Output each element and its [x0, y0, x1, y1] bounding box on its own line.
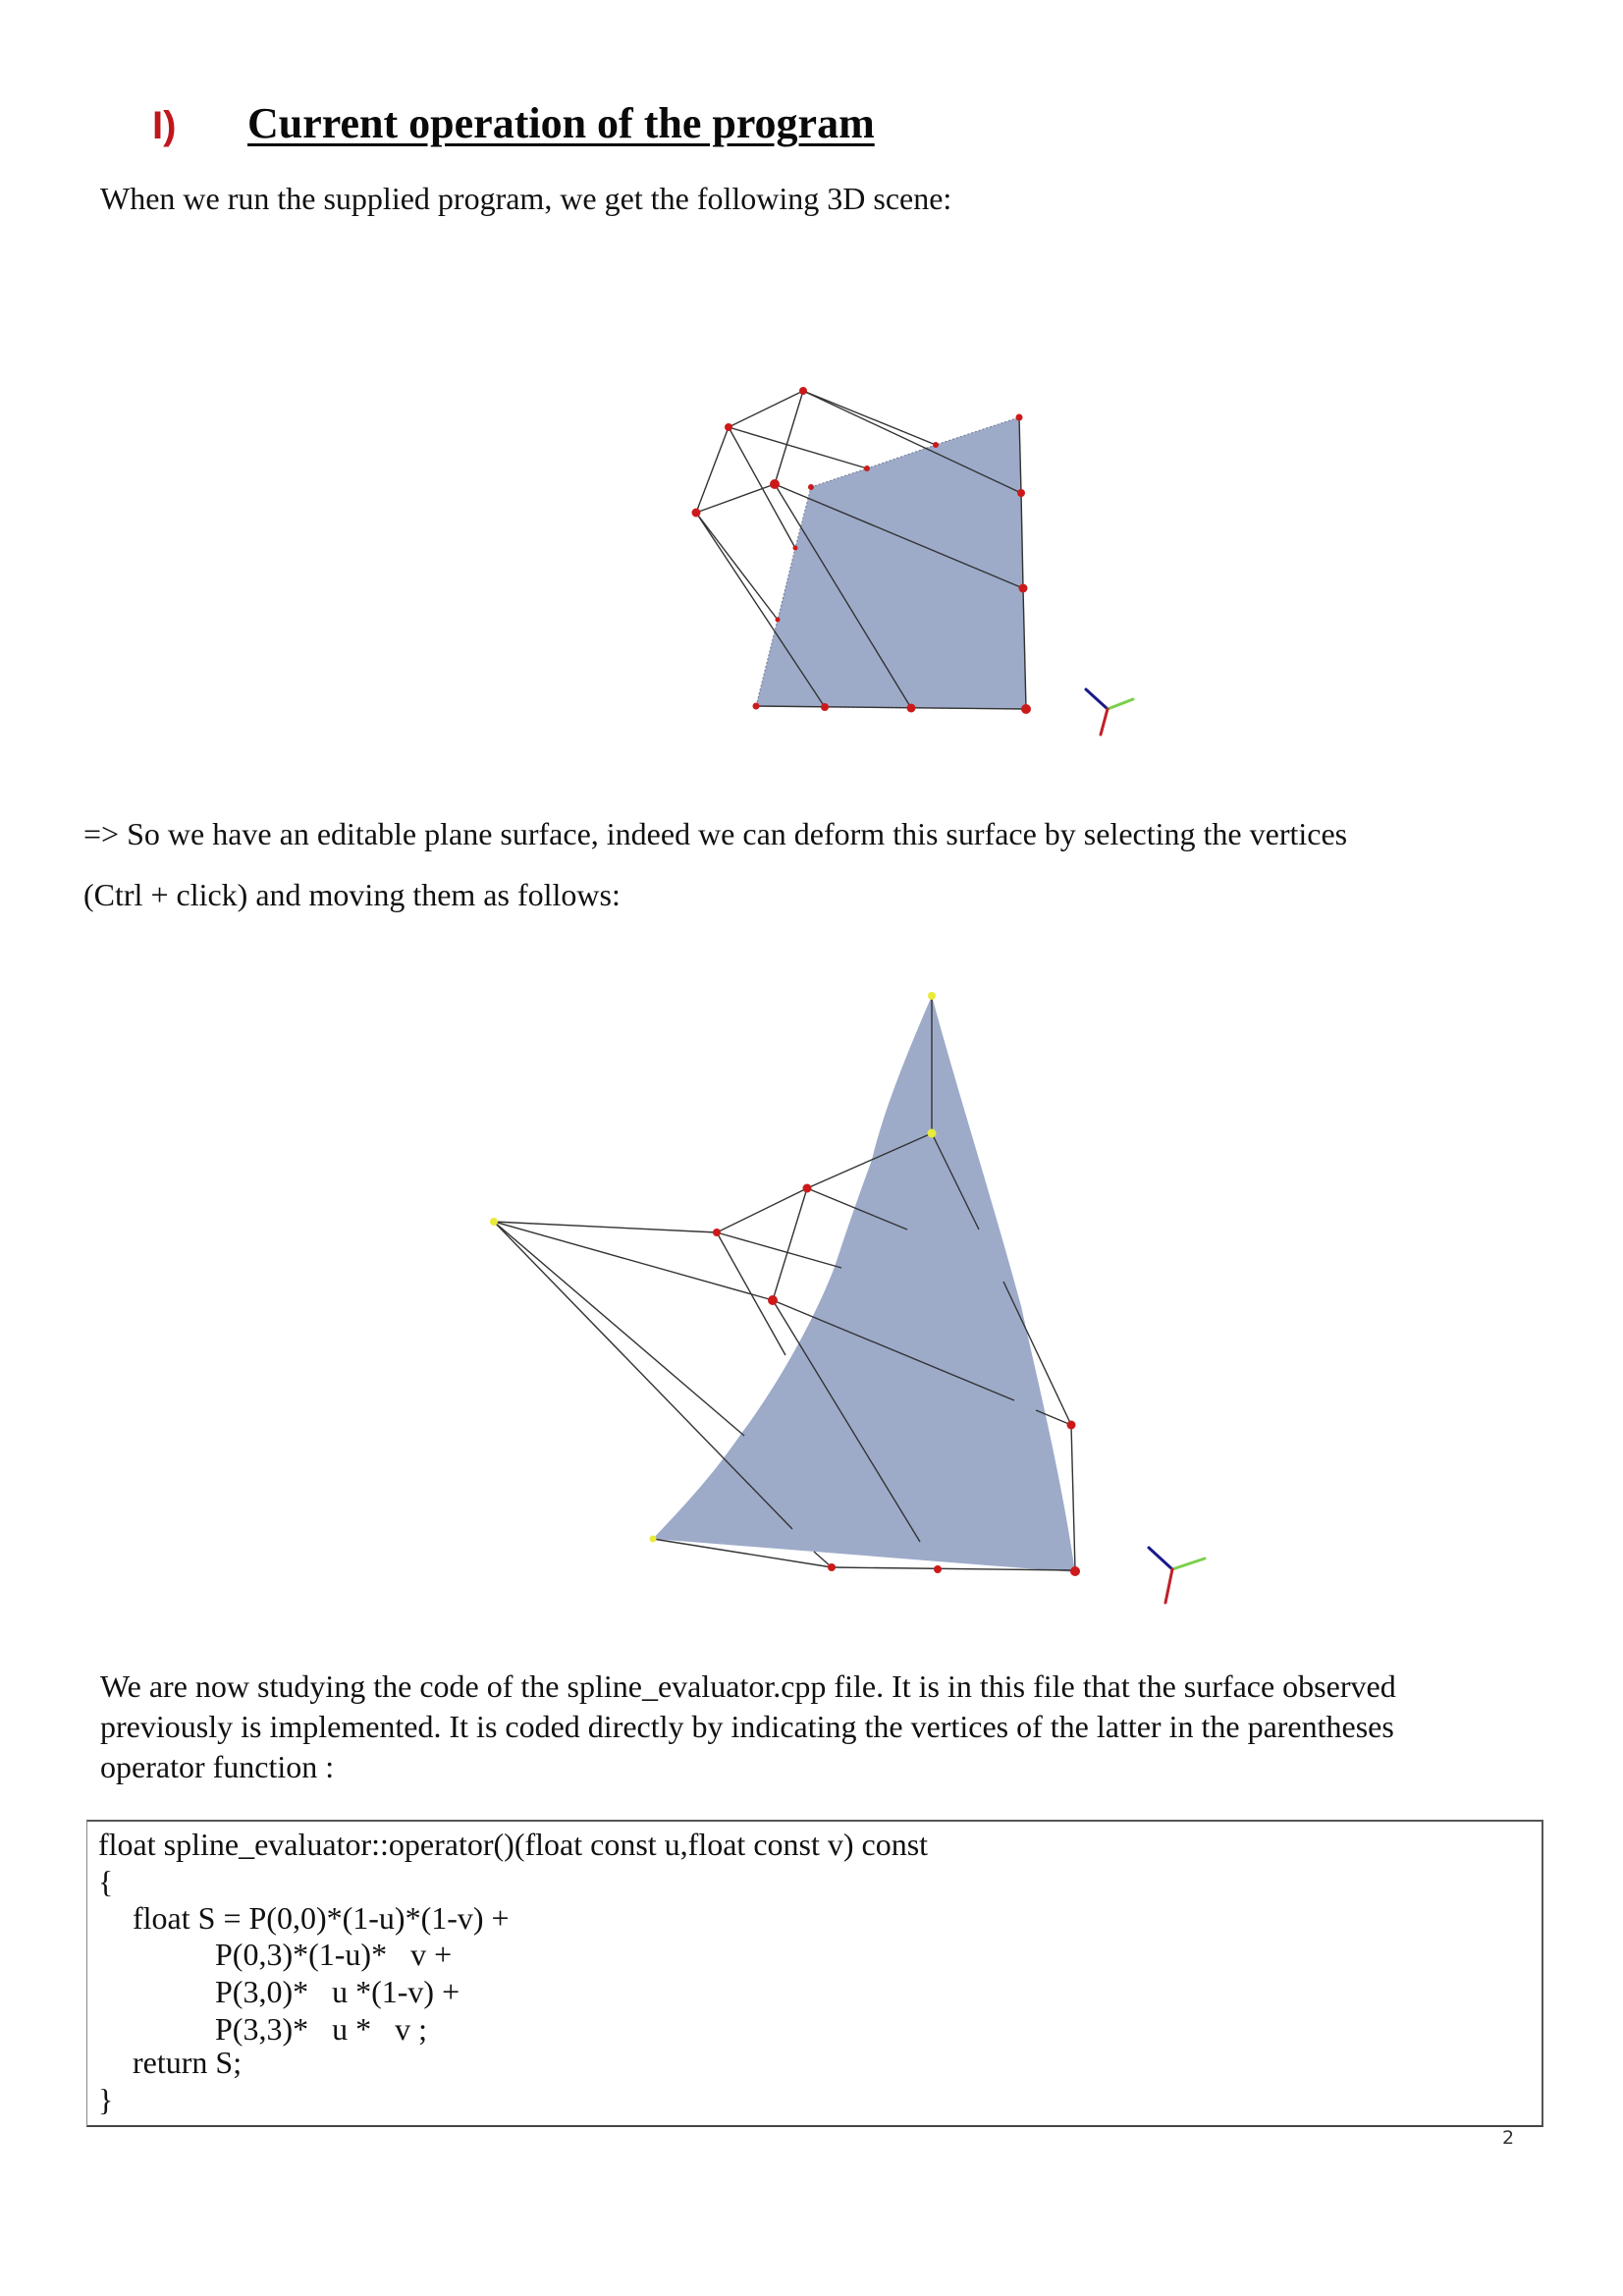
code-line-close-brace: } — [98, 2082, 114, 2117]
deform-line-2: (Ctrl + click) and moving them as follows: — [83, 877, 621, 912]
page-number: 2 — [1502, 2127, 1515, 2149]
intro-paragraph: When we run the supplied program, we get the following 3D scene: — [100, 181, 952, 216]
section-title: Current operation of the program — [247, 99, 875, 147]
study-paragraph — [100, 1667, 1396, 1787]
code-line-return: return S; — [133, 2045, 243, 2080]
study-line-1: We are now studying the code of the spline_evaluator.cpp file. It is in this file that the surface observed — [100, 1668, 1396, 1704]
deform-line-1: => So we have an editable plane surface, indeed we can deform this surface by selecting the vertices — [83, 816, 1348, 851]
code-line-assign: float S = P(0,0)*(1-u)*(1-v) + — [133, 1900, 510, 1936]
code-line-signature: float spline_evaluator::operator()(float const u,float const v) const — [98, 1827, 929, 1862]
code-line-open-brace: { — [98, 1864, 114, 1899]
study-line-2: previously is implemented. It is coded directly by indicating the vertices of the latter in the parentheses — [100, 1709, 1394, 1744]
code-line-term-2: P(0,3)*(1-u)* v + — [215, 1937, 453, 1972]
code-line-term-4: P(3,3)* u * v ; — [215, 2011, 427, 2047]
code-line-term-3: P(3,0)* u *(1-v) + — [215, 1974, 460, 2009]
study-line-3: operator function : — [100, 1749, 335, 1784]
section-number: I) — [152, 104, 177, 147]
axes-gizmo-icon-2 — [1149, 1548, 1205, 1603]
code-block — [86, 1820, 1543, 2127]
